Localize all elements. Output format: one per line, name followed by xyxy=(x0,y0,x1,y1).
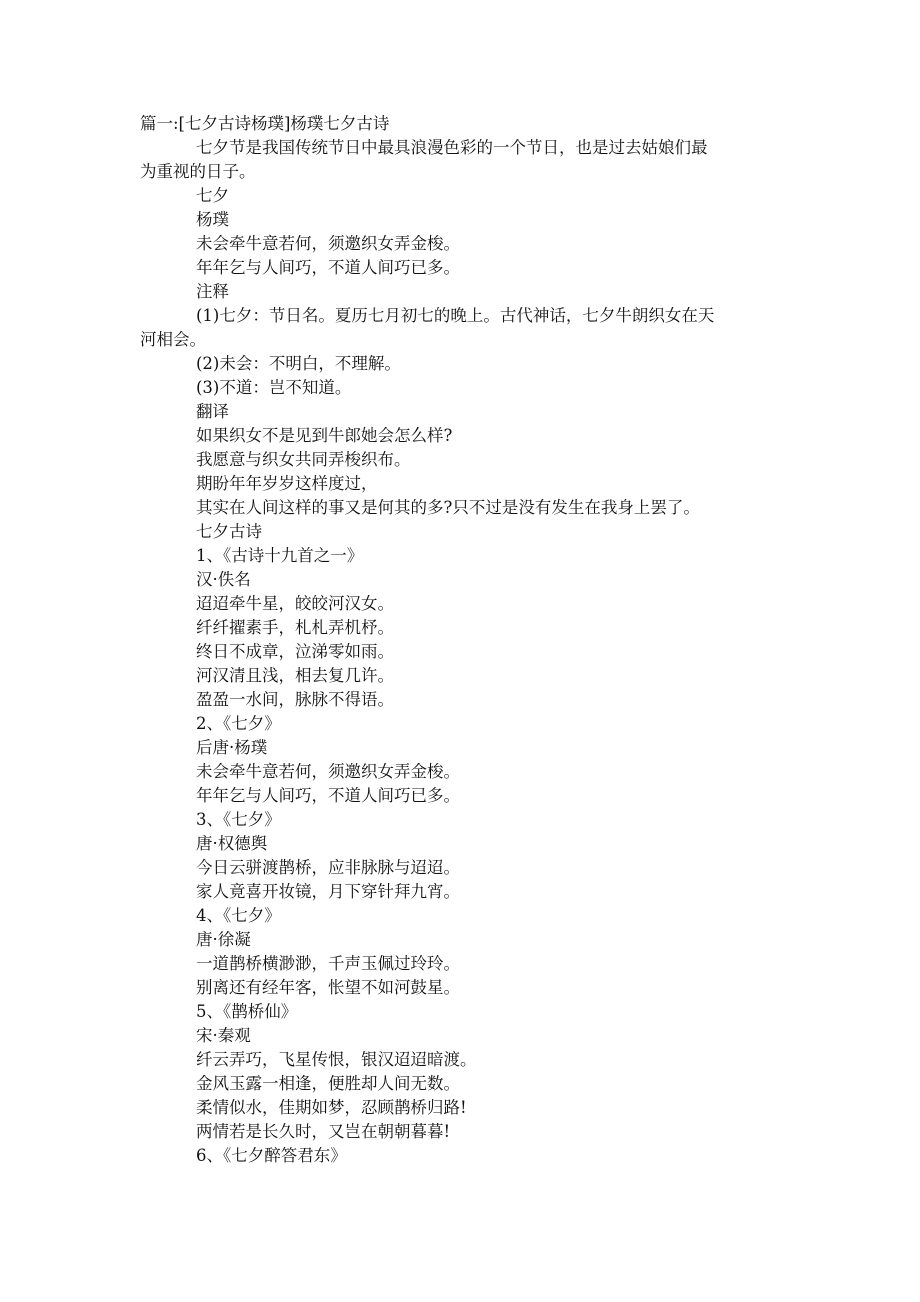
poem-author: 唐·徐凝 xyxy=(196,930,251,949)
note-1 xyxy=(140,304,780,352)
poem-title: 1、《古诗十九首之一》 xyxy=(196,546,364,565)
poem-author: 汉·佚名 xyxy=(196,570,251,589)
translation-line: 我愿意与织女共同弄梭织布。 xyxy=(196,450,411,469)
poem-line: 迢迢牵牛星，皎皎河汉女。 xyxy=(196,594,394,613)
translation-line: 如果织女不是见到牛郎她会怎么样? xyxy=(196,426,453,445)
notes-heading: 注释 xyxy=(196,282,229,301)
poem-author: 唐·权德舆 xyxy=(196,834,268,853)
poem-line: 年年乞与人间巧，不道人间巧已多。 xyxy=(196,258,460,277)
poem-line: 金风玉露一相逢，便胜却人间无数。 xyxy=(196,1074,460,1093)
poem-line: 今日云骈渡鹊桥，应非脉脉与迢迢。 xyxy=(196,858,460,877)
poem-title: 3、《七夕》 xyxy=(196,810,281,829)
translation-line: 其实在人间这样的事又是何其的多?只不过是没有发生在我身上罢了。 xyxy=(196,498,700,517)
note-line: (1)七夕：节日名。夏历七月初七的晚上。古代神话，七夕牛朗织女在天 xyxy=(196,306,715,325)
translation-line: 期盼年年岁岁这样度过， xyxy=(196,474,378,493)
poem-line: 盈盈一水间，脉脉不得语。 xyxy=(196,690,394,709)
note-2: (2)未会：不明白，不理解。 xyxy=(196,354,401,373)
poem-line: 柔情似水，佳期如梦，忍顾鹊桥归路! xyxy=(196,1098,467,1117)
poem-title: 4、《七夕》 xyxy=(196,906,281,925)
document-title: 篇一:[七夕古诗杨璞]杨璞七夕古诗 xyxy=(140,114,390,133)
poem-line: 纤云弄巧，飞星传恨，银汉迢迢暗渡。 xyxy=(196,1050,477,1069)
poem-line: 河汉清且浅，相去复几许。 xyxy=(196,666,394,685)
poem-author: 杨璞 xyxy=(196,210,229,229)
poem-line: 别离还有经年客，怅望不如河鼓星。 xyxy=(196,978,460,997)
translation-heading: 翻译 xyxy=(196,402,229,421)
intro-paragraph xyxy=(140,136,780,184)
poem-line: 未会牵牛意若何，须邀织女弄金梭。 xyxy=(196,762,460,781)
poem-title: 5、《鹊桥仙》 xyxy=(196,1002,298,1021)
poem-line: 一道鹊桥横渺渺，千声玉佩过玲玲。 xyxy=(196,954,460,973)
section-heading: 七夕古诗 xyxy=(196,522,262,541)
poem-line: 纤纤擢素手，札札弄机杼。 xyxy=(196,618,394,637)
poem-line: 年年乞与人间巧，不道人间巧已多。 xyxy=(196,786,460,805)
document-body xyxy=(140,112,780,1168)
poem-line: 未会牵牛意若何，须邀织女弄金梭。 xyxy=(196,234,460,253)
note-3: (3)不道：岂不知道。 xyxy=(196,378,352,397)
poem-line: 家人竟喜开妆镜，月下穿针拜九宵。 xyxy=(196,882,460,901)
intro-line: 七夕节是我国传统节日中最具浪漫色彩的一个节日，也是过去姑娘们最 xyxy=(196,138,708,157)
poem-author: 宋·秦观 xyxy=(196,1026,251,1045)
poem-author: 后唐·杨璞 xyxy=(196,738,268,757)
poem-title: 七夕 xyxy=(196,186,229,205)
poem-line: 两情若是长久时，又岂在朝朝暮暮! xyxy=(196,1122,451,1141)
poem-title: 2、《七夕》 xyxy=(196,714,281,733)
note-line: 河相会。 xyxy=(140,330,206,349)
poem-title: 6、《七夕醉答君东》 xyxy=(196,1146,347,1165)
poem-line: 终日不成章，泣涕零如雨。 xyxy=(196,642,394,661)
intro-line: 为重视的日子。 xyxy=(140,162,256,181)
